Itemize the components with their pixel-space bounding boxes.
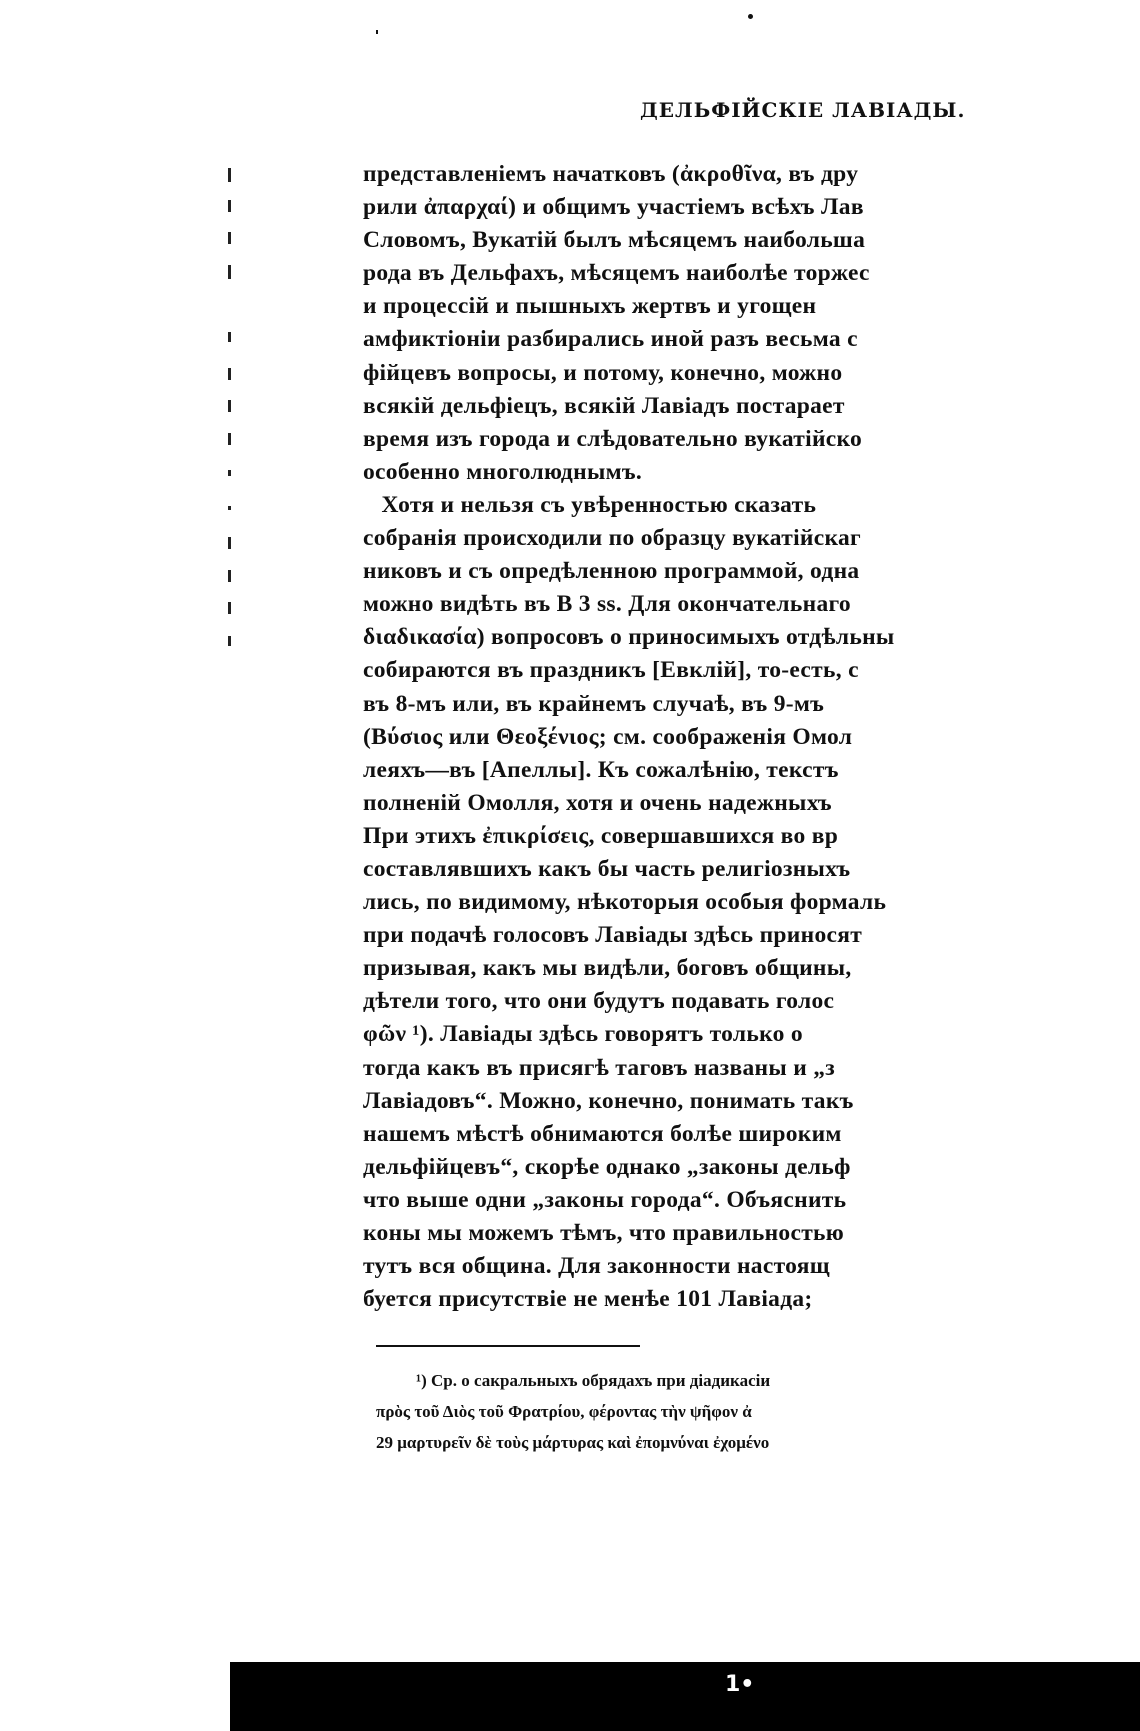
body-line: рили ἀπαρχαί) и общимъ участіемъ всѣхъ Лав	[363, 194, 864, 221]
body-line: можно видѣть въ В 3 ss. Для окончательнаго	[363, 591, 851, 618]
body-line: составлявшихъ какъ бы часть религіозныхъ	[363, 855, 851, 882]
body-text	[363, 158, 928, 1316]
body-line: собранія происходили по образцу вукатійскаг	[363, 525, 861, 552]
body-line: и процессій и пышныхъ жертвъ и угощен	[363, 293, 817, 320]
footnote-line: ¹) Ср. о сакральныхъ обрядахъ при діадикасіи	[416, 1371, 771, 1390]
body-line: время изъ города и слѣдовательно вукатійско	[363, 425, 863, 452]
footnote-line: 29 μαρτυρεῖν δὲ τοὺς μάρτυρας καὶ ἐπομνύναι ἐχομένο	[376, 1433, 770, 1452]
scan-bottom-band	[230, 1662, 1140, 1731]
body-line: собираются въ праздникъ [Евклій], то-есть, с	[363, 657, 859, 684]
page-mark: 1•	[725, 1672, 755, 1697]
margin-mark	[228, 200, 231, 212]
body-line: рода въ Дельфахъ, мѣсяцемъ наиболѣе торжес	[363, 260, 870, 287]
footnote-rule	[376, 1345, 640, 1347]
margin-mark	[228, 636, 231, 646]
body-line: представленіемъ начатковъ (ἀκροθῖνα, въ дру	[363, 161, 859, 187]
margin-mark	[228, 570, 231, 582]
margin-mark	[228, 332, 231, 342]
footnote-line: πρὸς τοῦ Διὸς τοῦ Φρατρίου, φέροντας τὴν ψῆφον ἀ	[376, 1402, 752, 1421]
body-line: (Βύσιος или Θεοξένιος; см. соображенія Омол	[363, 723, 853, 750]
margin-mark	[228, 265, 231, 279]
body-line: Хотя и нельзя съ увѣренностью сказать	[363, 491, 817, 518]
body-line: Словомъ, Вукатій былъ мѣсяцемъ наибольша	[363, 227, 866, 254]
body-line: полненій Омолля, хотя и очень надежныхъ	[363, 789, 832, 816]
margin-mark	[228, 400, 231, 412]
body-line: дѣтели того, что они будутъ подавать голос	[363, 988, 835, 1015]
body-line: амфиктіоніи разбирались иной разъ весьма с	[363, 326, 858, 353]
margin-mark	[228, 368, 231, 380]
body-line: тогда какъ въ присягѣ таговъ названы и „з	[363, 1054, 836, 1081]
body-line: при подачѣ голосовъ Лавіады здѣсь приносят	[363, 922, 863, 949]
margin-mark	[228, 602, 231, 614]
scan-speck	[376, 30, 378, 34]
body-line: призывая, какъ мы видѣли, боговъ общины,	[363, 955, 852, 982]
running-head: ДЕЛЬФІЙСКІЕ ЛАВІАДЫ.	[640, 98, 966, 122]
body-line: Лавіадовъ“. Можно, конечно, понимать такъ	[363, 1087, 854, 1114]
body-line: дельфійцевъ“, скорѣе однако „законы дельф	[363, 1153, 851, 1180]
body-line: При этихъ ἐπικρίσεις, совершавшихся во вр	[363, 822, 839, 849]
body-line: φῶν ¹). Лавіады здѣсь говорятъ только о	[363, 1021, 803, 1048]
scan-speck	[748, 14, 753, 19]
margin-mark	[228, 537, 231, 549]
body-line: лись, по видимому, нѣкоторыя особыя формаль	[363, 889, 887, 916]
body-line: что выше одни „законы города“. Объяснить	[363, 1186, 847, 1213]
margin-mark	[228, 506, 231, 510]
margin-mark	[228, 232, 231, 244]
body-line: нашемъ мѣстѣ обнимаются болѣе широким	[363, 1120, 842, 1147]
body-line: въ 8-мъ или, въ крайнемъ случаѣ, въ 9-мъ	[363, 690, 825, 717]
body-line: διαδικασία) вопросовъ о приносимыхъ отдѣльны	[363, 624, 895, 651]
body-line: фійцевъ вопросы, и потому, конечно, можно	[363, 359, 843, 386]
footnotes	[376, 1365, 928, 1458]
body-line: тутъ вся община. Для законности настоящ	[363, 1253, 830, 1280]
margin-mark	[228, 470, 231, 476]
margin-mark	[228, 433, 231, 445]
body-line: особенно многолюднымъ.	[363, 458, 643, 485]
body-line: никовъ и съ опредѣленною программой, одна	[363, 558, 860, 585]
body-line: леяхъ—въ [Апеллы]. Къ сожалѣнію, текстъ	[363, 756, 839, 783]
body-line: коны мы можемъ тѣмъ, что правильностью	[363, 1220, 845, 1246]
margin-mark	[228, 168, 231, 182]
body-line: всякій дельфіецъ, всякій Лавіадъ постарает	[363, 392, 845, 419]
body-line: буется присутствіе не менѣе 101 Лавіада;	[363, 1286, 813, 1313]
